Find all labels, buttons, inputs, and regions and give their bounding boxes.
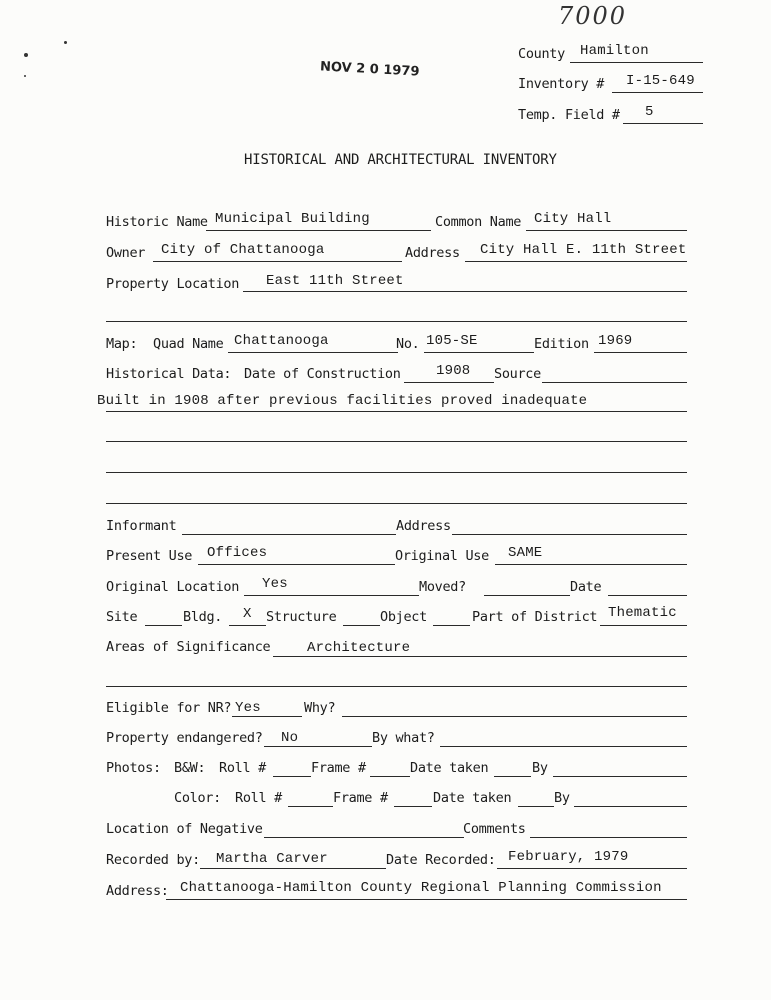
bldg-mark: X xyxy=(243,606,252,622)
part-of-district-value: Thematic xyxy=(608,605,677,621)
present-use-label: Present Use xyxy=(106,548,193,564)
recorded-by-label: Recorded by: xyxy=(106,852,200,868)
areas-of-significance-line xyxy=(273,656,687,657)
by-what-line xyxy=(440,746,687,747)
recorded-by-line xyxy=(200,868,386,869)
bw-date-taken-label: Date taken xyxy=(410,760,489,776)
original-use-line xyxy=(495,564,687,565)
recorder-address-label: Address: xyxy=(106,883,169,899)
source-line xyxy=(542,382,687,383)
structure-label: Structure xyxy=(266,609,337,625)
eligible-label: Eligible for NR? xyxy=(106,700,232,716)
original-use-value: SAME xyxy=(508,545,543,561)
common-name-value: City Hall xyxy=(534,211,612,227)
endangered-line xyxy=(264,746,372,747)
original-use-label: Original Use xyxy=(395,548,489,564)
recorder-address-value: Chattanooga-Hamilton County Regional Planning Commission xyxy=(180,880,662,896)
date-recorded-value: February, 1979 xyxy=(508,849,629,865)
part-of-district-label: Part of District xyxy=(472,609,598,625)
moved-date-label: Date xyxy=(570,579,602,595)
temp-field-label: Temp. Field # xyxy=(518,107,620,123)
bw-label: B&W: xyxy=(174,760,206,776)
speck-mark xyxy=(24,53,28,57)
original-location-value: Yes xyxy=(262,576,288,592)
areas-of-significance-label: Areas of Significance xyxy=(106,639,271,655)
comments-line xyxy=(530,837,687,838)
part-of-district-line xyxy=(600,625,687,626)
date-recorded-label: Date Recorded: xyxy=(386,852,496,868)
speck-mark xyxy=(24,75,26,77)
color-date-taken-line xyxy=(518,806,554,807)
moved-line xyxy=(484,595,570,596)
speck-mark xyxy=(64,41,67,44)
property-location-line-2 xyxy=(106,321,687,322)
inventory-value: I-15-649 xyxy=(626,73,695,89)
color-by-label: By xyxy=(554,790,570,806)
location-of-negative-line xyxy=(264,837,464,838)
owner-value: City of Chattanooga xyxy=(161,242,325,258)
significance-line-2 xyxy=(106,686,687,687)
address-label: Address xyxy=(405,245,460,261)
date-of-construction-label: Date of Construction xyxy=(244,366,401,382)
comments-label: Comments xyxy=(463,821,526,837)
endangered-label: Property endangered? xyxy=(106,730,263,746)
bw-roll-line xyxy=(273,776,311,777)
informant-address-label: Address xyxy=(396,518,451,534)
quad-name-value: Chattanooga xyxy=(234,333,329,349)
county-line xyxy=(570,62,703,63)
present-use-line xyxy=(198,564,395,565)
site-label: Site xyxy=(106,609,138,625)
color-roll-label: Roll # xyxy=(235,790,282,806)
date-of-construction-value: 1908 xyxy=(436,363,471,379)
recorder-address-line xyxy=(166,899,687,900)
historic-name-label: Historic Name xyxy=(106,214,208,230)
original-location-label: Original Location xyxy=(106,579,240,595)
description-line-2 xyxy=(106,441,687,442)
historic-name-value: Municipal Building xyxy=(215,211,370,227)
color-label: Color: xyxy=(174,790,221,806)
edition-label: Edition xyxy=(534,336,589,352)
object-label: Object xyxy=(380,609,427,625)
quad-name-label: Quad Name xyxy=(153,336,224,352)
description-line-1 xyxy=(106,411,687,412)
informant-label: Informant xyxy=(106,518,177,534)
source-label: Source xyxy=(494,366,541,382)
bw-by-line xyxy=(553,776,687,777)
handwritten-number: 7000 xyxy=(558,2,628,30)
structure-line xyxy=(343,625,380,626)
eligible-line xyxy=(232,716,302,717)
received-date-stamp: NOV 2 0 1979 xyxy=(319,59,420,80)
temp-field-value: 5 xyxy=(645,104,654,120)
common-name-label: Common Name xyxy=(435,214,522,230)
map-no-value: 105-SE xyxy=(426,333,478,349)
site-line xyxy=(145,625,182,626)
date-recorded-line xyxy=(497,868,687,869)
bldg-line xyxy=(229,625,266,626)
recorded-by-value: Martha Carver xyxy=(216,851,328,867)
county-label: County xyxy=(518,46,565,62)
bw-roll-label: Roll # xyxy=(219,760,266,776)
bw-frame-line xyxy=(370,776,410,777)
inventory-line xyxy=(612,92,703,93)
informant-address-line xyxy=(452,534,687,535)
bw-date-taken-line xyxy=(494,776,531,777)
owner-line xyxy=(153,261,402,262)
photos-label: Photos: xyxy=(106,760,161,776)
county-value: Hamilton xyxy=(580,43,649,59)
common-name-line xyxy=(526,230,687,231)
eligible-value: Yes xyxy=(235,700,261,716)
endangered-value: No xyxy=(281,730,299,746)
moved-date-line xyxy=(608,595,687,596)
map-no-line xyxy=(424,352,534,353)
color-roll-line xyxy=(288,806,333,807)
owner-label: Owner xyxy=(106,245,146,261)
present-use-value: Offices xyxy=(207,545,268,561)
historical-description: Built in 1908 after previous facilities proved inadequate xyxy=(97,393,588,409)
quad-name-line xyxy=(228,352,398,353)
why-label: Why? xyxy=(304,700,336,716)
map-no-label: No. xyxy=(396,336,420,352)
informant-line xyxy=(182,534,396,535)
areas-of-significance-value: Architecture xyxy=(307,640,411,656)
property-location-value: East 11th Street xyxy=(266,273,404,289)
bldg-label: Bldg. xyxy=(183,609,223,625)
address-value: City Hall E. 11th Street xyxy=(480,242,687,258)
color-frame-line xyxy=(394,806,432,807)
by-what-label: By what? xyxy=(372,730,435,746)
edition-value: 1969 xyxy=(598,333,633,349)
description-line-3 xyxy=(106,472,687,473)
address-line xyxy=(465,261,687,262)
object-line xyxy=(433,625,470,626)
why-line xyxy=(342,716,687,717)
location-of-negative-label: Location of Negative xyxy=(106,821,263,837)
property-location-line xyxy=(243,291,687,292)
property-location-label: Property Location xyxy=(106,276,240,292)
color-date-taken-label: Date taken xyxy=(433,790,512,806)
form-title: HISTORICAL AND ARCHITECTURAL INVENTORY xyxy=(244,152,557,168)
color-by-line xyxy=(574,806,687,807)
moved-label: Moved? xyxy=(419,579,466,595)
original-location-line xyxy=(244,595,419,596)
inventory-label: Inventory # xyxy=(518,76,605,92)
temp-field-line xyxy=(623,123,703,124)
historic-name-line xyxy=(206,230,431,231)
map-label: Map: xyxy=(106,336,138,352)
description-line-4 xyxy=(106,503,687,504)
color-frame-label: Frame # xyxy=(333,790,388,806)
bw-frame-label: Frame # xyxy=(311,760,366,776)
edition-line xyxy=(594,352,687,353)
bw-by-label: By xyxy=(532,760,548,776)
date-of-construction-line xyxy=(404,382,494,383)
historical-data-label: Historical Data: xyxy=(106,366,232,382)
